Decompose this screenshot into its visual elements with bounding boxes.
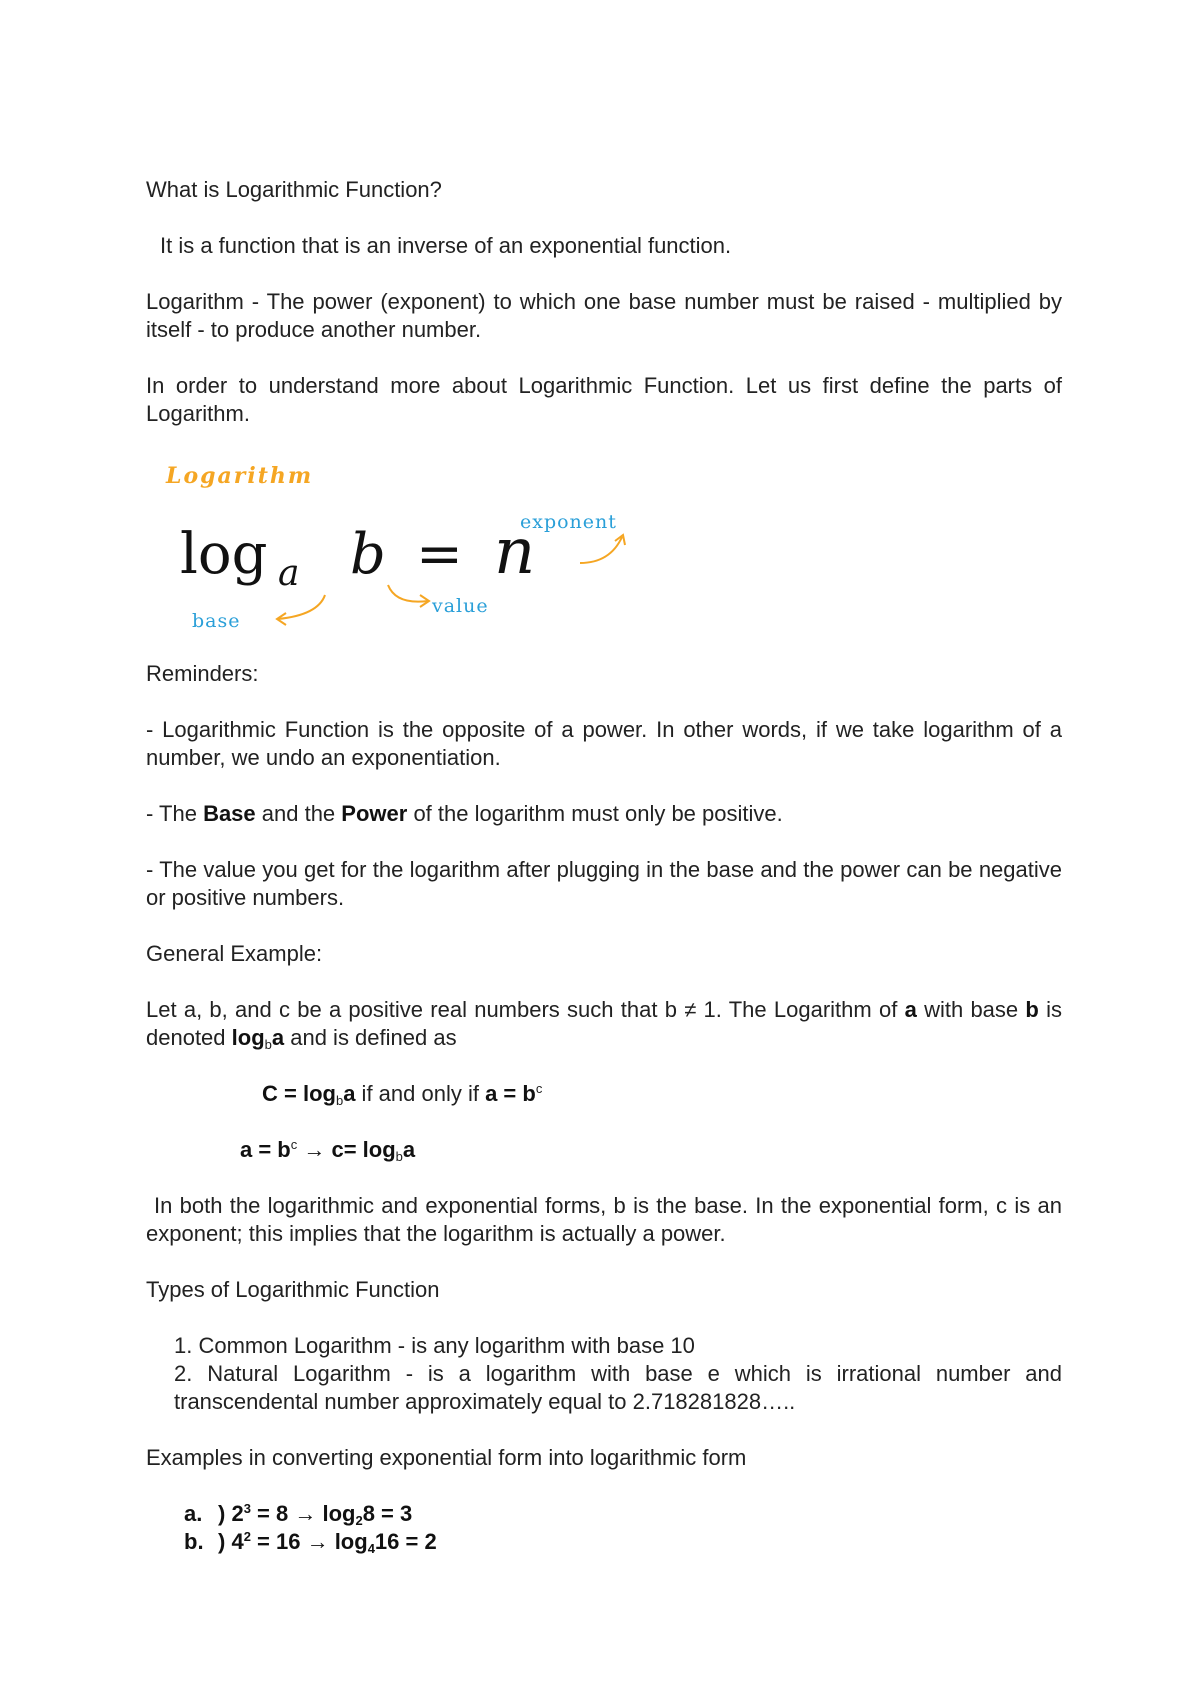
formula-1-mid: if and only if [355, 1081, 486, 1106]
reminder-2-base: Base [203, 801, 256, 826]
general-log-sub: b [264, 1037, 272, 1052]
examples-title: Examples in converting exponential form into logarithmic form [146, 1445, 747, 1470]
order-text: In order to understand more about Logarithmic Function. Let us first define the parts of Logarithm. [146, 373, 1062, 426]
both-forms-text: In both the logarithmic and exponential forms, b is the base. In the exponential form, c is an exponent; this implies that the logarithm is actually a power. [146, 1193, 1062, 1246]
general-text-part: with base [916, 997, 1026, 1022]
formula-2-a: a [402, 1137, 416, 1162]
equals-sign: = [416, 522, 463, 587]
exponent-label: exponent [520, 511, 617, 533]
reminders-title: Reminders: [146, 661, 259, 686]
formula-2-arrow: → c= log [297, 1137, 396, 1162]
general-example-text [146, 996, 1062, 1052]
reminder-3: - The value you get for the logarithm after plugging in the base and the power can be negative or positive numbers. [146, 857, 1062, 910]
logarithm-diagram [160, 455, 680, 635]
example-b-mid: = 16 → log [250, 1529, 368, 1554]
formula-1-sub: b [335, 1093, 344, 1108]
example-b-end: 16 = 2 [374, 1529, 437, 1554]
base-label: base [192, 610, 241, 632]
log-argument-b: b [350, 522, 386, 587]
example-a-sup: 3 [243, 1501, 251, 1516]
reminder-2-part: - The [146, 801, 204, 826]
general-b: b [1025, 997, 1039, 1022]
example-b-sub: 4 [367, 1541, 375, 1556]
example-b [184, 1528, 437, 1556]
general-a2: a [271, 1025, 285, 1050]
reminder-2-part: of the logarithm must only be positive. [407, 801, 783, 826]
example-b-sup: 2 [243, 1529, 251, 1544]
formula-1-sup: c [535, 1081, 543, 1096]
example-a-label: a. [184, 1501, 203, 1526]
example-b-base: ) 4 [218, 1529, 244, 1554]
formula-2-aeq: a = b [240, 1137, 291, 1162]
base-arrow [278, 595, 325, 619]
types-item-1: 1. Common Logarithm - is any logarithm with base 10 [174, 1333, 695, 1358]
general-a: a [904, 997, 917, 1022]
formula-2-sub: b [395, 1149, 403, 1164]
types-title: Types of Logarithmic Function [146, 1277, 440, 1302]
example-a-sub: 2 [355, 1513, 363, 1528]
log-word: log [180, 522, 268, 587]
value-label: value [432, 595, 489, 617]
example-a [184, 1500, 412, 1528]
reminder-2-power: Power [341, 801, 408, 826]
reminder-1: - Logarithmic Function is the opposite of a power. In other words, if we take logarithm of a number, we undo an exponentiation. [146, 717, 1062, 770]
example-a-mid: = 8 → log [250, 1501, 356, 1526]
general-text-part: and is defined as [284, 1025, 457, 1050]
formula-2-sup: c [290, 1137, 298, 1152]
formula-1 [262, 1080, 962, 1108]
types-item-2: 2. Natural Logarithm - is a logarithm with base e which is irrational number and transcendental number approximately equal to 2.718281828….. [174, 1361, 1062, 1414]
formula-2 [240, 1136, 940, 1164]
figure-title: Logarithm [166, 463, 314, 489]
general-example-title: General Example: [146, 941, 323, 966]
general-text-part: is denoted [146, 997, 1062, 1050]
reminder-2-part: and the [255, 801, 342, 826]
general-text-part: Let a, b, and c be a positive real numbers such that b ≠ 1. The Logarithm of [146, 997, 905, 1022]
log-base-a: a [278, 553, 300, 594]
result-n: n [494, 515, 536, 589]
formula-1-c: C = log [262, 1081, 336, 1106]
example-a-base: ) 2 [218, 1501, 244, 1526]
example-a-end: 8 = 3 [362, 1501, 413, 1526]
types-list [146, 1332, 1062, 1416]
example-b-label: b. [184, 1529, 204, 1554]
intro-text: It is a function that is an inverse of an exponential function. [160, 233, 732, 258]
value-arrow [388, 585, 428, 602]
general-log: log [231, 1025, 265, 1050]
formula-1-aeq: a = b [485, 1081, 536, 1106]
formula-1-a: a [343, 1081, 356, 1106]
heading: What is Logarithmic Function? [146, 177, 442, 202]
reminder-2 [146, 800, 1062, 828]
definition-text: Logarithm - The power (exponent) to which one base number must be raised - multiplied by itself - to produce another number. [146, 289, 1062, 342]
